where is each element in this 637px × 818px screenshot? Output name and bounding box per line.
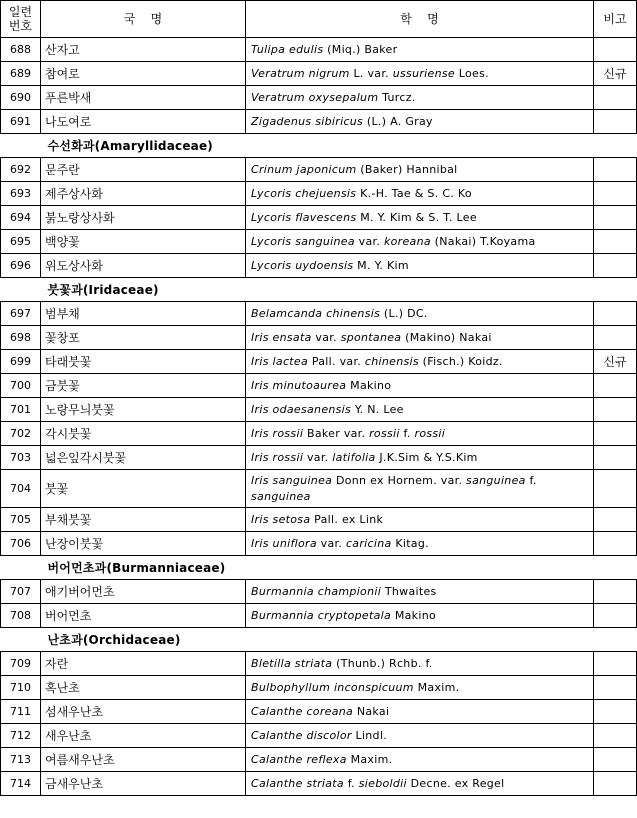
scientific-name — [246, 508, 594, 532]
scientific-name-author: var. — [311, 330, 341, 344]
scientific-name-author: Turcz. — [378, 90, 416, 104]
family-name: 수선화과(Amaryllidaceae) — [1, 134, 637, 158]
scientific-name-author: Makino — [391, 608, 437, 622]
family-header-row — [1, 628, 637, 652]
species-row — [1, 604, 637, 628]
header-korean-name: 국 명 — [41, 1, 246, 38]
korean-name: 난장이붓꽃 — [41, 532, 246, 556]
korean-name: 금붓꽃 — [41, 374, 246, 398]
korean-name: 여름새우난초 — [41, 748, 246, 772]
scientific-name-italic: Burmannia championii — [251, 584, 382, 598]
species-row — [1, 676, 637, 700]
serial-number: 706 — [1, 532, 41, 556]
scientific-name-author: Makino — [346, 378, 392, 392]
korean-name: 각시붓꽃 — [41, 422, 246, 446]
scientific-name-author: Y. N. Lee — [351, 402, 404, 416]
serial-number: 713 — [1, 748, 41, 772]
scientific-name-author: M. Y. Kim & S. T. Lee — [356, 210, 477, 224]
scientific-name-italic: Veratrum oxysepalum — [251, 90, 379, 104]
scientific-name — [246, 532, 594, 556]
scientific-name — [246, 230, 594, 254]
scientific-name-italic: caricina — [345, 536, 392, 550]
species-row — [1, 700, 637, 724]
scientific-name-author: (Miq.) Baker — [323, 42, 398, 56]
korean-name: 푸른박새 — [41, 86, 246, 110]
species-row — [1, 230, 637, 254]
scientific-name — [246, 374, 594, 398]
species-row — [1, 398, 637, 422]
scientific-name — [246, 748, 594, 772]
note — [594, 532, 637, 556]
species-row — [1, 110, 637, 134]
scientific-name — [246, 158, 594, 182]
korean-name: 범부채 — [41, 302, 246, 326]
scientific-name-author: f. — [343, 776, 359, 790]
serial-number: 693 — [1, 182, 41, 206]
species-row — [1, 652, 637, 676]
species-row — [1, 62, 637, 86]
note — [594, 182, 637, 206]
korean-name: 자란 — [41, 652, 246, 676]
scientific-name-italic: Bletilla striata — [251, 656, 333, 670]
scientific-name-italic: Calanthe striata — [251, 776, 344, 790]
scientific-name-italic: Iris sanguinea — [251, 473, 333, 487]
serial-number: 692 — [1, 158, 41, 182]
header-scientific-name: 학 명 — [246, 1, 594, 38]
note — [594, 326, 637, 350]
serial-number: 700 — [1, 374, 41, 398]
species-row — [1, 302, 637, 326]
species-row — [1, 350, 637, 374]
scientific-name-author: Donn ex Hornem. var. — [332, 473, 467, 487]
species-row — [1, 508, 637, 532]
species-row — [1, 470, 637, 508]
scientific-name-author: Kitag. — [391, 536, 429, 550]
serial-number: 712 — [1, 724, 41, 748]
scientific-name-italic: Veratrum nigrum — [251, 66, 350, 80]
serial-number: 714 — [1, 772, 41, 796]
note: 신규 — [594, 350, 637, 374]
scientific-name-author: (Nakai) T.Koyama — [430, 234, 536, 248]
scientific-name-author: Thwaites — [381, 584, 437, 598]
serial-number: 690 — [1, 86, 41, 110]
serial-number: 691 — [1, 110, 41, 134]
family-header-row — [1, 278, 637, 302]
note — [594, 652, 637, 676]
note — [594, 302, 637, 326]
scientific-name — [246, 700, 594, 724]
scientific-name-author: (L.) DC. — [380, 306, 428, 320]
serial-number: 696 — [1, 254, 41, 278]
scientific-name — [246, 182, 594, 206]
korean-name: 붉노랑상사화 — [41, 206, 246, 230]
family-header-row — [1, 556, 637, 580]
scientific-name-italic: ussuriense — [392, 66, 455, 80]
scientific-name-italic: Tulipa edulis — [251, 42, 324, 56]
korean-name: 꽃창포 — [41, 326, 246, 350]
scientific-name-italic: Iris rossii — [251, 450, 304, 464]
scientific-name-author: Pall. ex Link — [310, 512, 384, 526]
korean-name: 나도여로 — [41, 110, 246, 134]
note — [594, 158, 637, 182]
scientific-name — [246, 772, 594, 796]
serial-number: 708 — [1, 604, 41, 628]
scientific-name-italic: Lycoris sanguinea — [251, 234, 355, 248]
species-row — [1, 446, 637, 470]
korean-name: 위도상사화 — [41, 254, 246, 278]
scientific-name — [246, 422, 594, 446]
scientific-name-italic: Iris odaesanensis — [251, 402, 352, 416]
scientific-name-author: Nakai — [353, 704, 390, 718]
family-name: 붓꽃과(Iridaceae) — [1, 278, 637, 302]
scientific-name-author: K.-H. Tae & S. C. Ko — [356, 186, 472, 200]
serial-number: 704 — [1, 470, 41, 508]
korean-name: 부채붓꽃 — [41, 508, 246, 532]
serial-number: 703 — [1, 446, 41, 470]
scientific-name-author: Pall. var. — [308, 354, 365, 368]
family-name: 버어먼초과(Burmanniaceae) — [1, 556, 637, 580]
scientific-name — [246, 206, 594, 230]
note — [594, 38, 637, 62]
scientific-name-italic: Calanthe coreana — [251, 704, 354, 718]
header-serial-line2: 번호 — [8, 19, 33, 33]
scientific-name-italic: Zigadenus sibiricus — [251, 114, 364, 128]
korean-name: 붓꽃 — [41, 470, 246, 508]
korean-name: 참여로 — [41, 62, 246, 86]
scientific-name — [246, 676, 594, 700]
scientific-name-author: J.K.Sim & Y.S.Kim — [375, 450, 478, 464]
scientific-name-italic: Iris uniflora — [251, 536, 317, 550]
korean-name: 버어먼초 — [41, 604, 246, 628]
scientific-name-italic: Lycoris flavescens — [251, 210, 357, 224]
species-row — [1, 772, 637, 796]
scientific-name-italic: Iris rossii — [251, 426, 304, 440]
scientific-name-author: f. — [525, 473, 537, 487]
scientific-name-author: (Makino) Nakai — [401, 330, 492, 344]
note — [594, 724, 637, 748]
scientific-name-italic: sanguinea — [466, 473, 526, 487]
note: 신규 — [594, 62, 637, 86]
scientific-name-author: Lindl. — [351, 728, 387, 742]
scientific-name-author: (Thunb.) Rchb. f. — [332, 656, 433, 670]
scientific-name — [246, 446, 594, 470]
species-row — [1, 724, 637, 748]
scientific-name-italic: Iris lactea — [251, 354, 309, 368]
note — [594, 772, 637, 796]
scientific-name-author: Loes. — [454, 66, 489, 80]
scientific-name-italic: rossii — [414, 426, 446, 440]
species-row — [1, 158, 637, 182]
scientific-name-author: f. — [399, 426, 415, 440]
korean-name: 문주란 — [41, 158, 246, 182]
note — [594, 676, 637, 700]
scientific-name-italic: Crinum japonicum — [251, 162, 357, 176]
note — [594, 446, 637, 470]
note — [594, 700, 637, 724]
serial-number: 709 — [1, 652, 41, 676]
note — [594, 580, 637, 604]
serial-number: 705 — [1, 508, 41, 532]
scientific-name — [246, 470, 594, 508]
serial-number: 697 — [1, 302, 41, 326]
scientific-name-italic: rossii — [369, 426, 400, 440]
scientific-name-italic: sieboldii — [358, 776, 407, 790]
scientific-name — [246, 86, 594, 110]
scientific-name — [246, 350, 594, 374]
serial-number: 698 — [1, 326, 41, 350]
scientific-name-author: (L.) A. Gray — [363, 114, 433, 128]
scientific-name-italic: Burmannia cryptopetala — [251, 608, 392, 622]
serial-number: 711 — [1, 700, 41, 724]
scientific-name — [246, 724, 594, 748]
note — [594, 254, 637, 278]
note — [594, 422, 637, 446]
serial-number: 707 — [1, 580, 41, 604]
korean-name: 노랑무늬붓꽃 — [41, 398, 246, 422]
scientific-name-author: (Fisch.) Koidz. — [418, 354, 503, 368]
korean-name: 혹난초 — [41, 676, 246, 700]
scientific-name-italic: Belamcanda chinensis — [251, 306, 381, 320]
note — [594, 398, 637, 422]
scientific-name-italic: chinensis — [364, 354, 419, 368]
scientific-name — [246, 110, 594, 134]
scientific-name-author: var. — [303, 450, 333, 464]
header-row — [1, 1, 637, 38]
species-row — [1, 182, 637, 206]
korean-name: 금새우난초 — [41, 772, 246, 796]
scientific-name-author: var. — [354, 234, 384, 248]
scientific-name-italic: Lycoris uydoensis — [251, 258, 354, 272]
serial-number: 689 — [1, 62, 41, 86]
korean-name: 새우난초 — [41, 724, 246, 748]
scientific-name-italic: Lycoris chejuensis — [251, 186, 357, 200]
note — [594, 748, 637, 772]
scientific-name — [246, 604, 594, 628]
scientific-name-author: Baker var. — [303, 426, 370, 440]
scientific-name-italic: sanguinea — [251, 489, 311, 503]
scientific-name-author: M. Y. Kim — [353, 258, 409, 272]
note — [594, 206, 637, 230]
scientific-name-italic: spontanea — [340, 330, 402, 344]
scientific-name-italic: Bulbophyllum inconspicuum — [251, 680, 414, 694]
scientific-name — [246, 302, 594, 326]
korean-name: 백양꽃 — [41, 230, 246, 254]
korean-name: 애기버어먼초 — [41, 580, 246, 604]
header-serial-number — [1, 1, 41, 38]
header-serial-line1: 일련 — [8, 5, 33, 19]
serial-number: 702 — [1, 422, 41, 446]
scientific-name-italic: latifolia — [332, 450, 376, 464]
header-note: 비고 — [594, 1, 637, 38]
korean-name: 타래붓꽃 — [41, 350, 246, 374]
scientific-name — [246, 326, 594, 350]
korean-name: 넓은잎각시붓꽃 — [41, 446, 246, 470]
species-row — [1, 326, 637, 350]
serial-number: 701 — [1, 398, 41, 422]
scientific-name-author: var. — [316, 536, 346, 550]
scientific-name-author: (Baker) Hannibal — [356, 162, 458, 176]
species-row — [1, 206, 637, 230]
species-row — [1, 38, 637, 62]
scientific-name — [246, 398, 594, 422]
species-row — [1, 422, 637, 446]
scientific-name — [246, 38, 594, 62]
serial-number: 699 — [1, 350, 41, 374]
scientific-name-author: Maxim. — [346, 752, 393, 766]
species-row — [1, 748, 637, 772]
serial-number: 710 — [1, 676, 41, 700]
scientific-name — [246, 62, 594, 86]
species-row — [1, 374, 637, 398]
scientific-name-italic: Iris setosa — [251, 512, 311, 526]
scientific-name-italic: Iris minutoaurea — [251, 378, 347, 392]
note — [594, 374, 637, 398]
korean-name: 섬새우난초 — [41, 700, 246, 724]
note — [594, 86, 637, 110]
scientific-name-author: Maxim. — [413, 680, 460, 694]
species-row — [1, 580, 637, 604]
note — [594, 604, 637, 628]
note — [594, 110, 637, 134]
scientific-name-italic: Calanthe discolor — [251, 728, 352, 742]
serial-number: 694 — [1, 206, 41, 230]
scientific-name-author: Decne. ex Regel — [406, 776, 505, 790]
scientific-name-italic: Calanthe reflexa — [251, 752, 347, 766]
serial-number: 688 — [1, 38, 41, 62]
scientific-name-italic: Iris ensata — [251, 330, 312, 344]
scientific-name-author: L. var. — [349, 66, 393, 80]
korean-name: 제주상사화 — [41, 182, 246, 206]
family-header-row — [1, 134, 637, 158]
korean-name: 산자고 — [41, 38, 246, 62]
scientific-name — [246, 580, 594, 604]
serial-number: 695 — [1, 230, 41, 254]
species-row — [1, 254, 637, 278]
species-row — [1, 86, 637, 110]
species-row — [1, 532, 637, 556]
scientific-name-italic: koreana — [383, 234, 431, 248]
scientific-name — [246, 254, 594, 278]
scientific-name — [246, 652, 594, 676]
note — [594, 508, 637, 532]
note — [594, 230, 637, 254]
note — [594, 470, 637, 508]
family-name: 난초과(Orchidaceae) — [1, 628, 637, 652]
